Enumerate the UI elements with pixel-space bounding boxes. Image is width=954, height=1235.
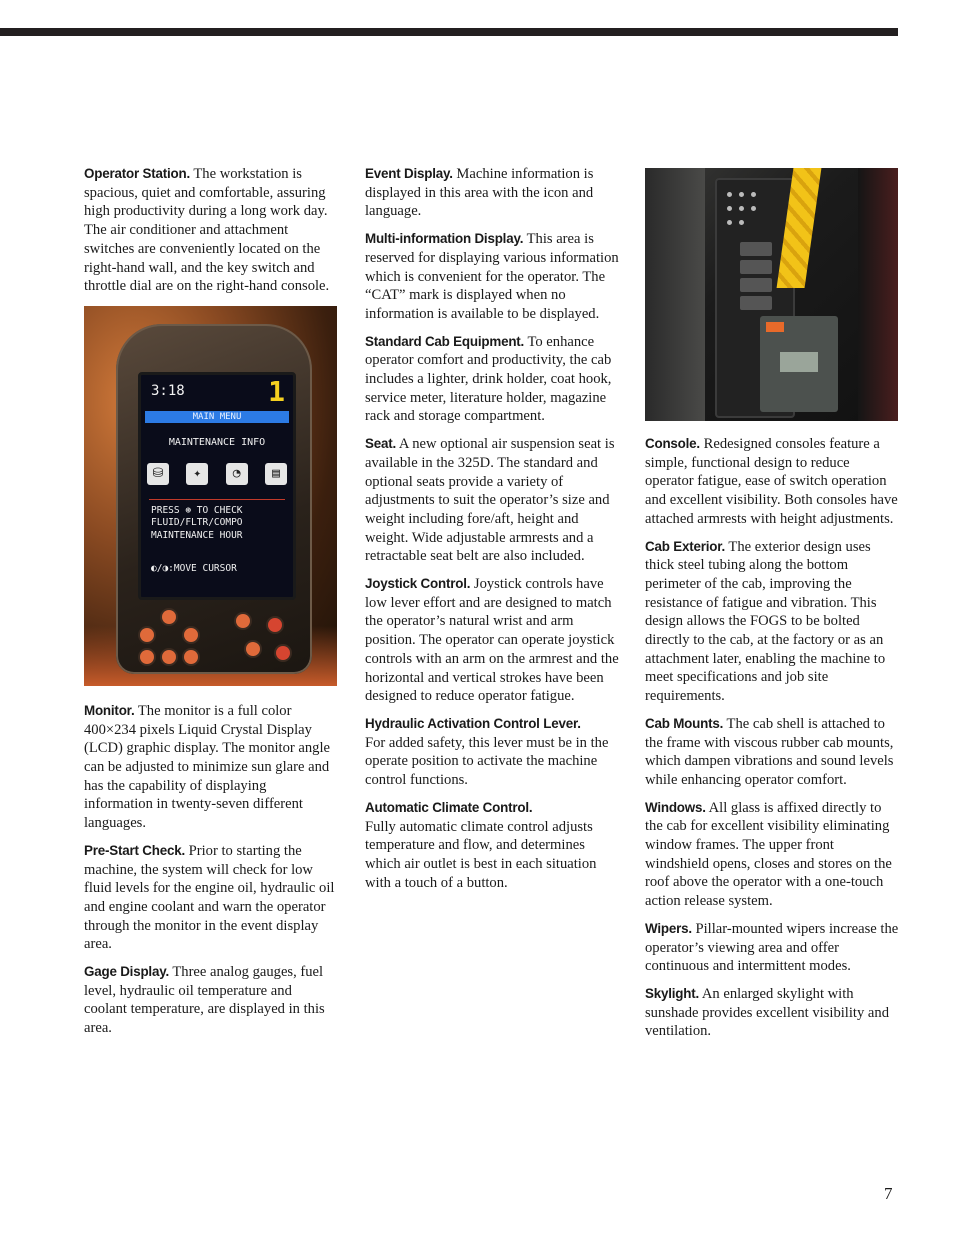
screen-time: 3:18 [151,382,185,399]
console-photo [645,168,898,421]
heading-event-display: Event Display. [365,166,453,181]
text-windows: All glass is affixed directly to the cab for excellent visibility eliminating window frames. The upper front windshield opens, closes and stores on the roof above the operator with a one-touch action release system. [645,799,892,910]
paragraph-console [645,435,899,529]
back-icon [246,642,260,656]
screen-instructions [151,505,243,543]
text-cab-mounts: The cab shell is attached to the frame with viscous rubber cab mounts, which dampen vibrations and sound levels while enhancing operator comfort. [645,715,894,788]
paragraph-cab-mounts [645,715,899,790]
rocker-switch-icon [740,278,772,292]
text-cab-exterior: The exterior design uses thick steel tubing along the bottom perimeter of the cab, improving the resistance of fatigue and vibration. This design allows the FOGS to be bolted directly to the cab, at the factory or as an attachment later, enabling the machine to meet specifications and job site requirements. [645,538,886,705]
cab-frame [858,168,898,421]
rocker-switch-icon [740,296,772,310]
screen-line-3: MAINTENANCE HOUR [151,529,243,541]
text-monitor: The monitor is a full color 400×234 pixels Liquid Crystal Display (LCD) graphic display. The monitor angle can be adjusted to minimize sun glare and has the capability of displaying information in twenty-seven different languages. [84,702,331,832]
paragraph-wipers [645,920,899,976]
column-1 [84,165,338,1047]
column-2 [365,165,619,901]
heading-gage-display: Gage Display. [84,964,169,980]
paragraph-seat [365,435,619,566]
heading-monitor: Monitor. [84,702,135,718]
page-number: 7 [884,1184,893,1203]
rocker-switch-icon [740,242,772,256]
filter-icon: ⛁ [147,463,169,485]
left-arrow-icon [140,628,154,642]
indicator-light-icon [751,206,756,211]
function-button-icon [140,650,154,664]
monitor-screen [138,372,296,600]
heading-windows: Windows. [645,799,706,815]
paragraph-operator-station [84,165,338,296]
paragraph-skylight [645,985,899,1041]
heading-skylight: Skylight. [645,985,700,1001]
ok-button-icon [276,646,290,660]
heading-console: Console. [645,436,700,451]
heading-joystick-control: Joystick Control. [365,576,471,592]
paragraph-gage-display [84,963,338,1038]
right-arrow-icon [184,628,198,642]
heading-cab-mounts: Cab Mounts. [645,715,724,731]
heading-standard-cab-equipment: Standard Cab Equipment. [365,333,525,349]
screen-number: 1 [268,374,285,408]
screen-icon-row [147,461,287,487]
heading-pre-start-check: Pre-Start Check. [84,842,185,858]
climate-control-panel [760,316,838,412]
home-icon [236,614,250,628]
top-rule [0,28,898,36]
paragraph-cab-exterior [645,538,899,706]
text-wipers: Pillar-mounted wipers increase the operator’s viewing area and offer continuous and intermittent modes. [645,920,899,975]
text-pre-start-check: Prior to starting the machine, the system will check for low fluid levels for the engine oil, hydraulic oil and engine coolant and warn the operator through the monitor in the event display area. [84,842,335,953]
heading-automatic-climate-control: Automatic Climate Control. [365,799,533,815]
indicator-light-icon [739,192,744,197]
console-armrest [645,168,705,421]
indicator-light-icon [727,192,732,197]
function-button-icon [184,650,198,664]
paragraph-monitor [84,702,338,833]
text-joystick-control: Joystick controls have low lever effort and are designed to match the operator’s natural wrist and arm position. The operator can operate joystick controls with an arm on the armrest and the horizontal and vertical strokes have been designed to reduce operator fatigue. [365,576,619,705]
gauge-icon: ◔ [226,463,248,485]
paragraph-multi-information-display [365,230,619,324]
down-arrow-icon [162,650,176,664]
text-event-display: Machine information is displayed in this area with the icon and language. [365,166,594,220]
text-hydraulic-activation-control-lever: For added safety, this lever must be in the operate position to activate the machine control functions. [365,734,609,789]
heading-multi-information-display: Multi-information Display. [365,231,524,247]
screen-maintenance-item: MAINTENANCE INFO [168,436,266,448]
indicator-light-icon [739,220,744,225]
screen-line-2: FLUID/FLTR/COMPO [151,517,243,529]
heading-wipers: Wipers. [645,920,692,936]
indicator-light-icon [751,192,756,197]
screen-line-1: PRESS ⊛ TO CHECK [151,504,243,516]
heading-cab-exterior: Cab Exterior. [645,538,726,554]
text-standard-cab-equipment: To enhance operator comfort and productivity, the cab includes a lighter, drink holder, coat hook, service meter, literature holder, magazine rack and storage compartment. [365,333,612,425]
monitor-photo [84,306,337,686]
text-multi-information-display: This area is reserved for displaying various information which is convenient for the operator. The “CAT” mark is displayed when no information is available to be displayed. [365,231,619,322]
text-skylight: An enlarged skylight with sunshade provides excellent visibility and ventilation. [645,985,889,1040]
text-seat: A new optional air suspension seat is available in the 325D. The standard and optional seats provide a variety of adjustments to suit the operator’s size and weight including fore/aft, height and weight. Wide adjustable armrests and a retractable seat belt are also included. [365,436,615,565]
text-operator-station: The workstation is spacious, quiet and comfortable, assuring high productivity during a long work day. The air conditioner and attachment switches are conveniently located on the right-hand wall, and the key switch and throttle dial are on the right-hand console. [84,166,330,295]
heading-operator-station: Operator Station. [84,166,190,181]
screen-divider [149,499,285,500]
indicator-light-icon [727,206,732,211]
text-automatic-climate-control: Fully automatic climate control adjusts temperature and flow, and determines which air outlet is best in each situation with a touch of a button. [365,818,597,891]
menu-icon [268,618,282,632]
paragraph-joystick-control [365,575,619,706]
fluid-icon: ✦ [186,463,208,485]
heading-seat: Seat. [365,436,397,452]
screen-cursor-hint: ◐/◑:MOVE CURSOR [151,562,237,574]
climate-lcd [780,352,818,372]
text-console: Redesigned consoles feature a simple, functional design to reduce operator fatigue, ease of switch operation and excellent visibility. Both consoles have attached armrests with height adjustments. [645,436,898,527]
monitor-housing [116,324,312,674]
paragraph-standard-cab-equipment [365,333,619,427]
screen-menu-title: MAIN MENU [145,411,289,423]
paragraph-pre-start-check [84,842,338,954]
heading-hydraulic-activation-control-lever: Hydraulic Activation Control Lever. [365,715,581,731]
book-icon: ▤ [265,463,287,485]
paragraph-windows [645,799,899,911]
paragraph-hydraulic-activation-control-lever [365,715,619,790]
indicator-light-icon [739,206,744,211]
column-3 [645,165,899,1050]
up-arrow-icon [162,610,176,624]
text-gage-display: Three analog gauges, fuel level, hydraulic oil temperature and coolant temperature, are displayed in this area. [84,964,325,1037]
climate-button-icon [766,322,784,332]
rocker-switch-icon [740,260,772,274]
paragraph-event-display [365,165,619,221]
indicator-light-icon [727,220,732,225]
paragraph-automatic-climate-control [365,799,619,893]
